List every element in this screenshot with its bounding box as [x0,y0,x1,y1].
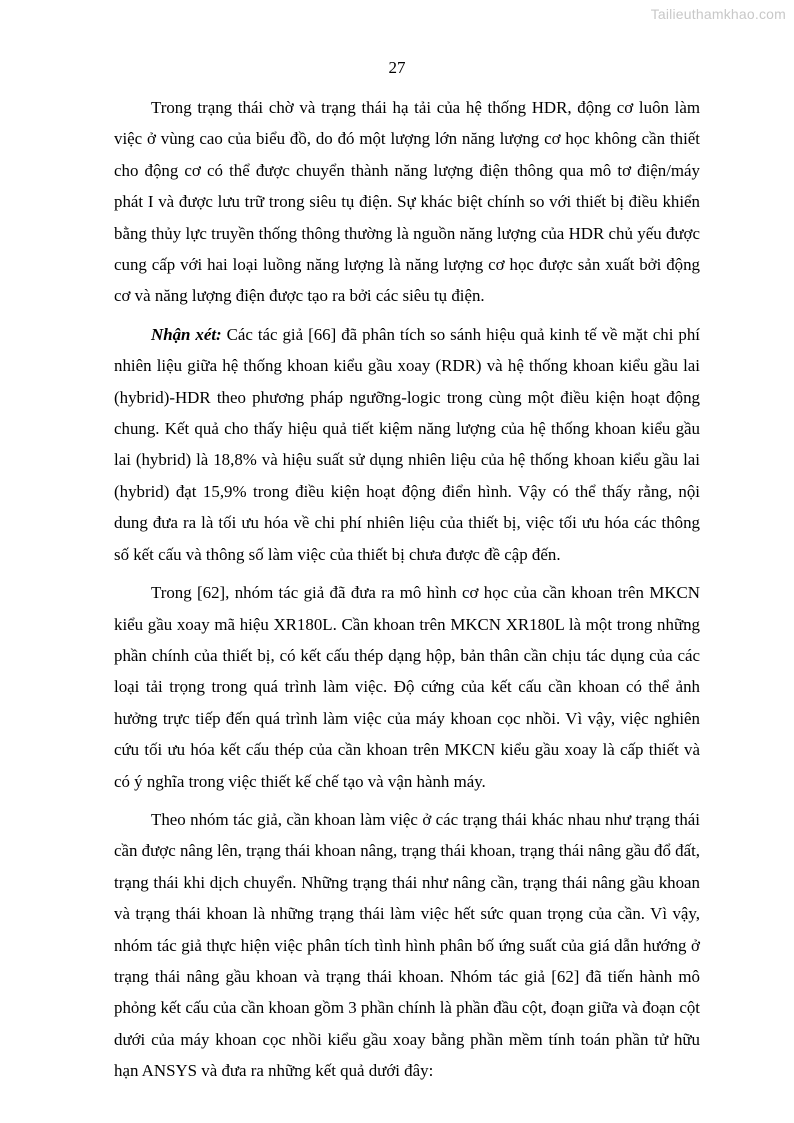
watermark: Tailieuthamkhao.com [650,6,786,22]
paragraph-1-text: Trong trạng thái chờ và trạng thái hạ tải của hệ thống HDR, động cơ luôn làm việc ở vùng cao của biểu đồ, do đó một lượng lớn năng lượng cơ học không cần thiết cho động cơ có thể được chuyển thành năng lượng điện thông qua mô tơ điện/máy phát I và được lưu trữ trong siêu tụ điện. Sự khác biệt chính so với thiết bị điều khiển bằng thủy lực truyền thống thông thường là nguồn năng lượng của HDR chủ yếu được cung cấp với hai loại luồng năng lượng là năng lượng cơ học được sản xuất bởi động cơ và năng lượng điện được tạo ra bởi các siêu tụ điện. [114,98,700,306]
page-number: 27 [388,58,406,77]
paragraph-2 [114,319,700,570]
paragraph-1 [114,92,700,312]
paragraph-4 [114,804,700,1087]
paragraph-3 [114,577,700,797]
paragraph-2-text: Các tác giả [66] đã phân tích so sánh hiệu quả kinh tế về mặt chi phí nhiên liệu giữa hệ thống khoan kiểu gầu xoay (RDR) và hệ thống khoan kiểu gầu lai (hybrid)-HDR theo phương pháp ngưỡng-logic trong cùng một điều kiện hoạt động chung. Kết quả cho thấy hiệu quả tiết kiệm năng lượng của hệ thống khoan kiểu gầu lai (hybrid) là 18,8% và hiệu suất sử dụng nhiên liệu của hệ thống khoan kiểu gầu lai (hybrid) đạt 15,9% trong điều kiện hoạt động điển hình. Vậy có thể thấy rằng, nội dung đưa ra là tối ưu hóa về chi phí nhiên liệu của thiết bị, việc tối ưu hóa các thông số kết cấu và thông số làm việc của thiết bị chưa được đề cập đến. [114,324,700,564]
document-body [114,92,700,1094]
paragraph-4-text: Theo nhóm tác giả, cần khoan làm việc ở các trạng thái khác nhau như trạng thái cần được nâng lên, trạng thái khoan nâng, trạng thái khoan, trạng thái nâng gầu đổ đất, trạng thái khi dịch chuyển. Những trạng thái như nâng cần, trạng thái nâng gầu khoan và trạng thái khoan là những trạng thái làm việc hết sức quan trọng của cần. Vì vậy, nhóm tác giả thực hiện việc phân tích tình hình phân bố ứng suất của giá dẫn hướng ở trạng thái nâng gầu khoan và trạng thái khoan. Nhóm tác giả [62] đã tiến hành mô phỏng kết cấu của cần khoan gồm 3 phần chính là phần đầu cột, đoạn giữa và đoạn cột dưới của máy khoan cọc nhồi kiểu gầu xoay bằng phần mềm tính toán phần tử hữu hạn ANSYS và đưa ra những kết quả dưới đây: [114,809,700,1081]
paragraph-2-lead: Nhận xét: [151,324,222,344]
paragraph-3-text: Trong [62], nhóm tác giả đã đưa ra mô hình cơ học của cần khoan trên MKCN kiểu gầu xoay mã hiệu XR180L. Cần khoan trên MKCN XR180L là một trong những phần chính của thiết bị, có kết cấu thép dạng hộp, bản thân cần chịu tác dụng của các loại tải trọng trong quá trình làm việc. Độ cứng của kết cấu cần khoan có thể ảnh hưởng trực tiếp đến quá trình làm việc của máy khoan cọc nhồi. Vì vậy, việc nghiên cứu tối ưu hóa kết cấu thép của cần khoan trên MKCN kiểu gầu xoay là cấp thiết và có ý nghĩa trong việc thiết kế chế tạo và vận hành máy. [114,583,700,791]
